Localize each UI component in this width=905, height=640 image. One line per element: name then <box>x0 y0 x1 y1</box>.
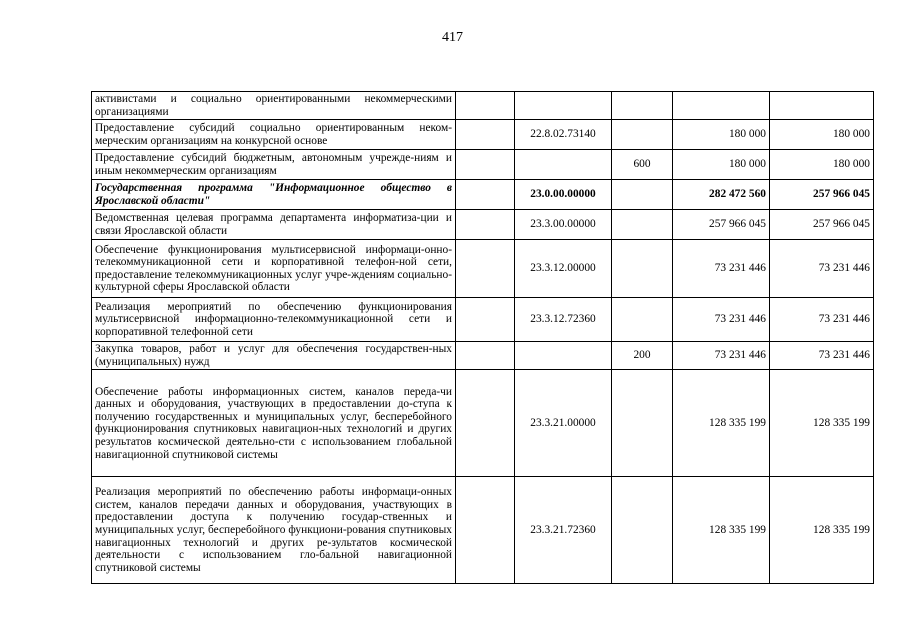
row-spacer <box>456 150 515 180</box>
row-expense-type: 600 <box>612 150 673 180</box>
row-amount-year1: 180 000 <box>673 150 770 180</box>
row-amount-year1: 73 231 446 <box>673 342 770 370</box>
row-name: активистами и социально ориентированными некоммерческими организациями <box>92 92 456 120</box>
budget-table-body <box>92 92 874 584</box>
row-amount-year2: 180 000 <box>770 120 874 150</box>
table-row <box>92 342 874 370</box>
row-spacer <box>456 210 515 240</box>
row-amount-year2: 128 335 199 <box>770 370 874 477</box>
table-row <box>92 180 874 210</box>
row-target-code: 23.3.00.00000 <box>515 210 612 240</box>
table-row <box>92 370 874 477</box>
row-expense-type: 200 <box>612 342 673 370</box>
row-target-code: 23.3.21.72360 <box>515 477 612 584</box>
row-expense-type <box>612 370 673 477</box>
row-expense-type <box>612 240 673 298</box>
row-target-code: 23.3.12.72360 <box>515 298 612 342</box>
row-amount-year2: 180 000 <box>770 150 874 180</box>
row-target-code: 23.3.12.00000 <box>515 240 612 298</box>
row-name: Обеспечение работы информационных систем, каналов переда-чи данных и оборудования, участвующих в предоставлении до-ступа к получению государственных и муниципальных услуг, бесперебойного функционирования спутниковых навигацион-ных технологий и других результатов космической деятельно-сти с использованием глобальной навигационной спутниковой системы <box>92 370 456 477</box>
row-name: Реализация мероприятий по обеспечению работы информаци-онных систем, каналов передачи данных и оборудования, участвующих в предоставлении доступа к получению госудaр-ственных и муниципальных услуг, бесперебойного функциони-рования спутниковых навигационных технологий и других ре-зультатов космической деятельности с использованием гло-бальной навигационной спутниковой системы <box>92 477 456 584</box>
row-spacer <box>456 180 515 210</box>
row-name: Закупка товаров, работ и услуг для обеспечения государствен-ных (муниципальных) нужд <box>92 342 456 370</box>
row-target-code: 23.3.21.00000 <box>515 370 612 477</box>
row-amount-year1: 128 335 199 <box>673 370 770 477</box>
row-spacer <box>456 240 515 298</box>
row-amount-year1: 257 966 045 <box>673 210 770 240</box>
row-expense-type <box>612 210 673 240</box>
table-row <box>92 210 874 240</box>
table-row <box>92 298 874 342</box>
row-amount-year2: 257 966 045 <box>770 180 874 210</box>
page-number: 417 <box>442 30 463 45</box>
row-amount-year1 <box>673 92 770 120</box>
row-amount-year2: 73 231 446 <box>770 240 874 298</box>
row-amount-year2: 73 231 446 <box>770 342 874 370</box>
row-amount-year1: 73 231 446 <box>673 240 770 298</box>
row-name: Предоставление субсидий социально ориентированным неком-мерческим организациям на конкурсной основе <box>92 120 456 150</box>
row-target-code: 23.0.00.00000 <box>515 180 612 210</box>
row-spacer <box>456 120 515 150</box>
table-row <box>92 477 874 584</box>
row-amount-year1: 282 472 560 <box>673 180 770 210</box>
table-row <box>92 240 874 298</box>
table-row <box>92 92 874 120</box>
row-expense-type <box>612 180 673 210</box>
row-name: Государственная программа "Информационное общество в Ярославской области" <box>92 180 456 210</box>
row-expense-type <box>612 92 673 120</box>
row-target-code: 22.8.02.73140 <box>515 120 612 150</box>
row-target-code <box>515 342 612 370</box>
row-amount-year1: 73 231 446 <box>673 298 770 342</box>
row-expense-type <box>612 298 673 342</box>
row-spacer <box>456 342 515 370</box>
row-name: Обеспечение функционирования мультисервисной информаци-онно-телекоммуникационной сети и корпоративной телефон-ной сети, предоставление телекоммуникационных услуг учре-ждениям социально-культурной сферы Ярославской области <box>92 240 456 298</box>
row-spacer <box>456 298 515 342</box>
budget-table <box>91 91 874 584</box>
row-expense-type <box>612 477 673 584</box>
row-name: Ведомственная целевая программа департамента информатиза-ции и связи Ярославской области <box>92 210 456 240</box>
row-amount-year2 <box>770 92 874 120</box>
row-spacer <box>456 92 515 120</box>
row-spacer <box>456 477 515 584</box>
row-target-code <box>515 92 612 120</box>
row-amount-year2: 257 966 045 <box>770 210 874 240</box>
row-spacer <box>456 370 515 477</box>
row-amount-year2: 128 335 199 <box>770 477 874 584</box>
table-row <box>92 150 874 180</box>
row-name: Реализация мероприятий по обеспечению функционирования мультисервисной информационно-телекоммуникационной сети и корпоративной телефонной сети <box>92 298 456 342</box>
row-expense-type <box>612 120 673 150</box>
row-amount-year1: 180 000 <box>673 120 770 150</box>
row-target-code <box>515 150 612 180</box>
table-row <box>92 120 874 150</box>
row-amount-year1: 128 335 199 <box>673 477 770 584</box>
row-amount-year2: 73 231 446 <box>770 298 874 342</box>
row-name: Предоставление субсидий бюджетным, автономным учрежде-ниям и иным некоммерческим организациям <box>92 150 456 180</box>
